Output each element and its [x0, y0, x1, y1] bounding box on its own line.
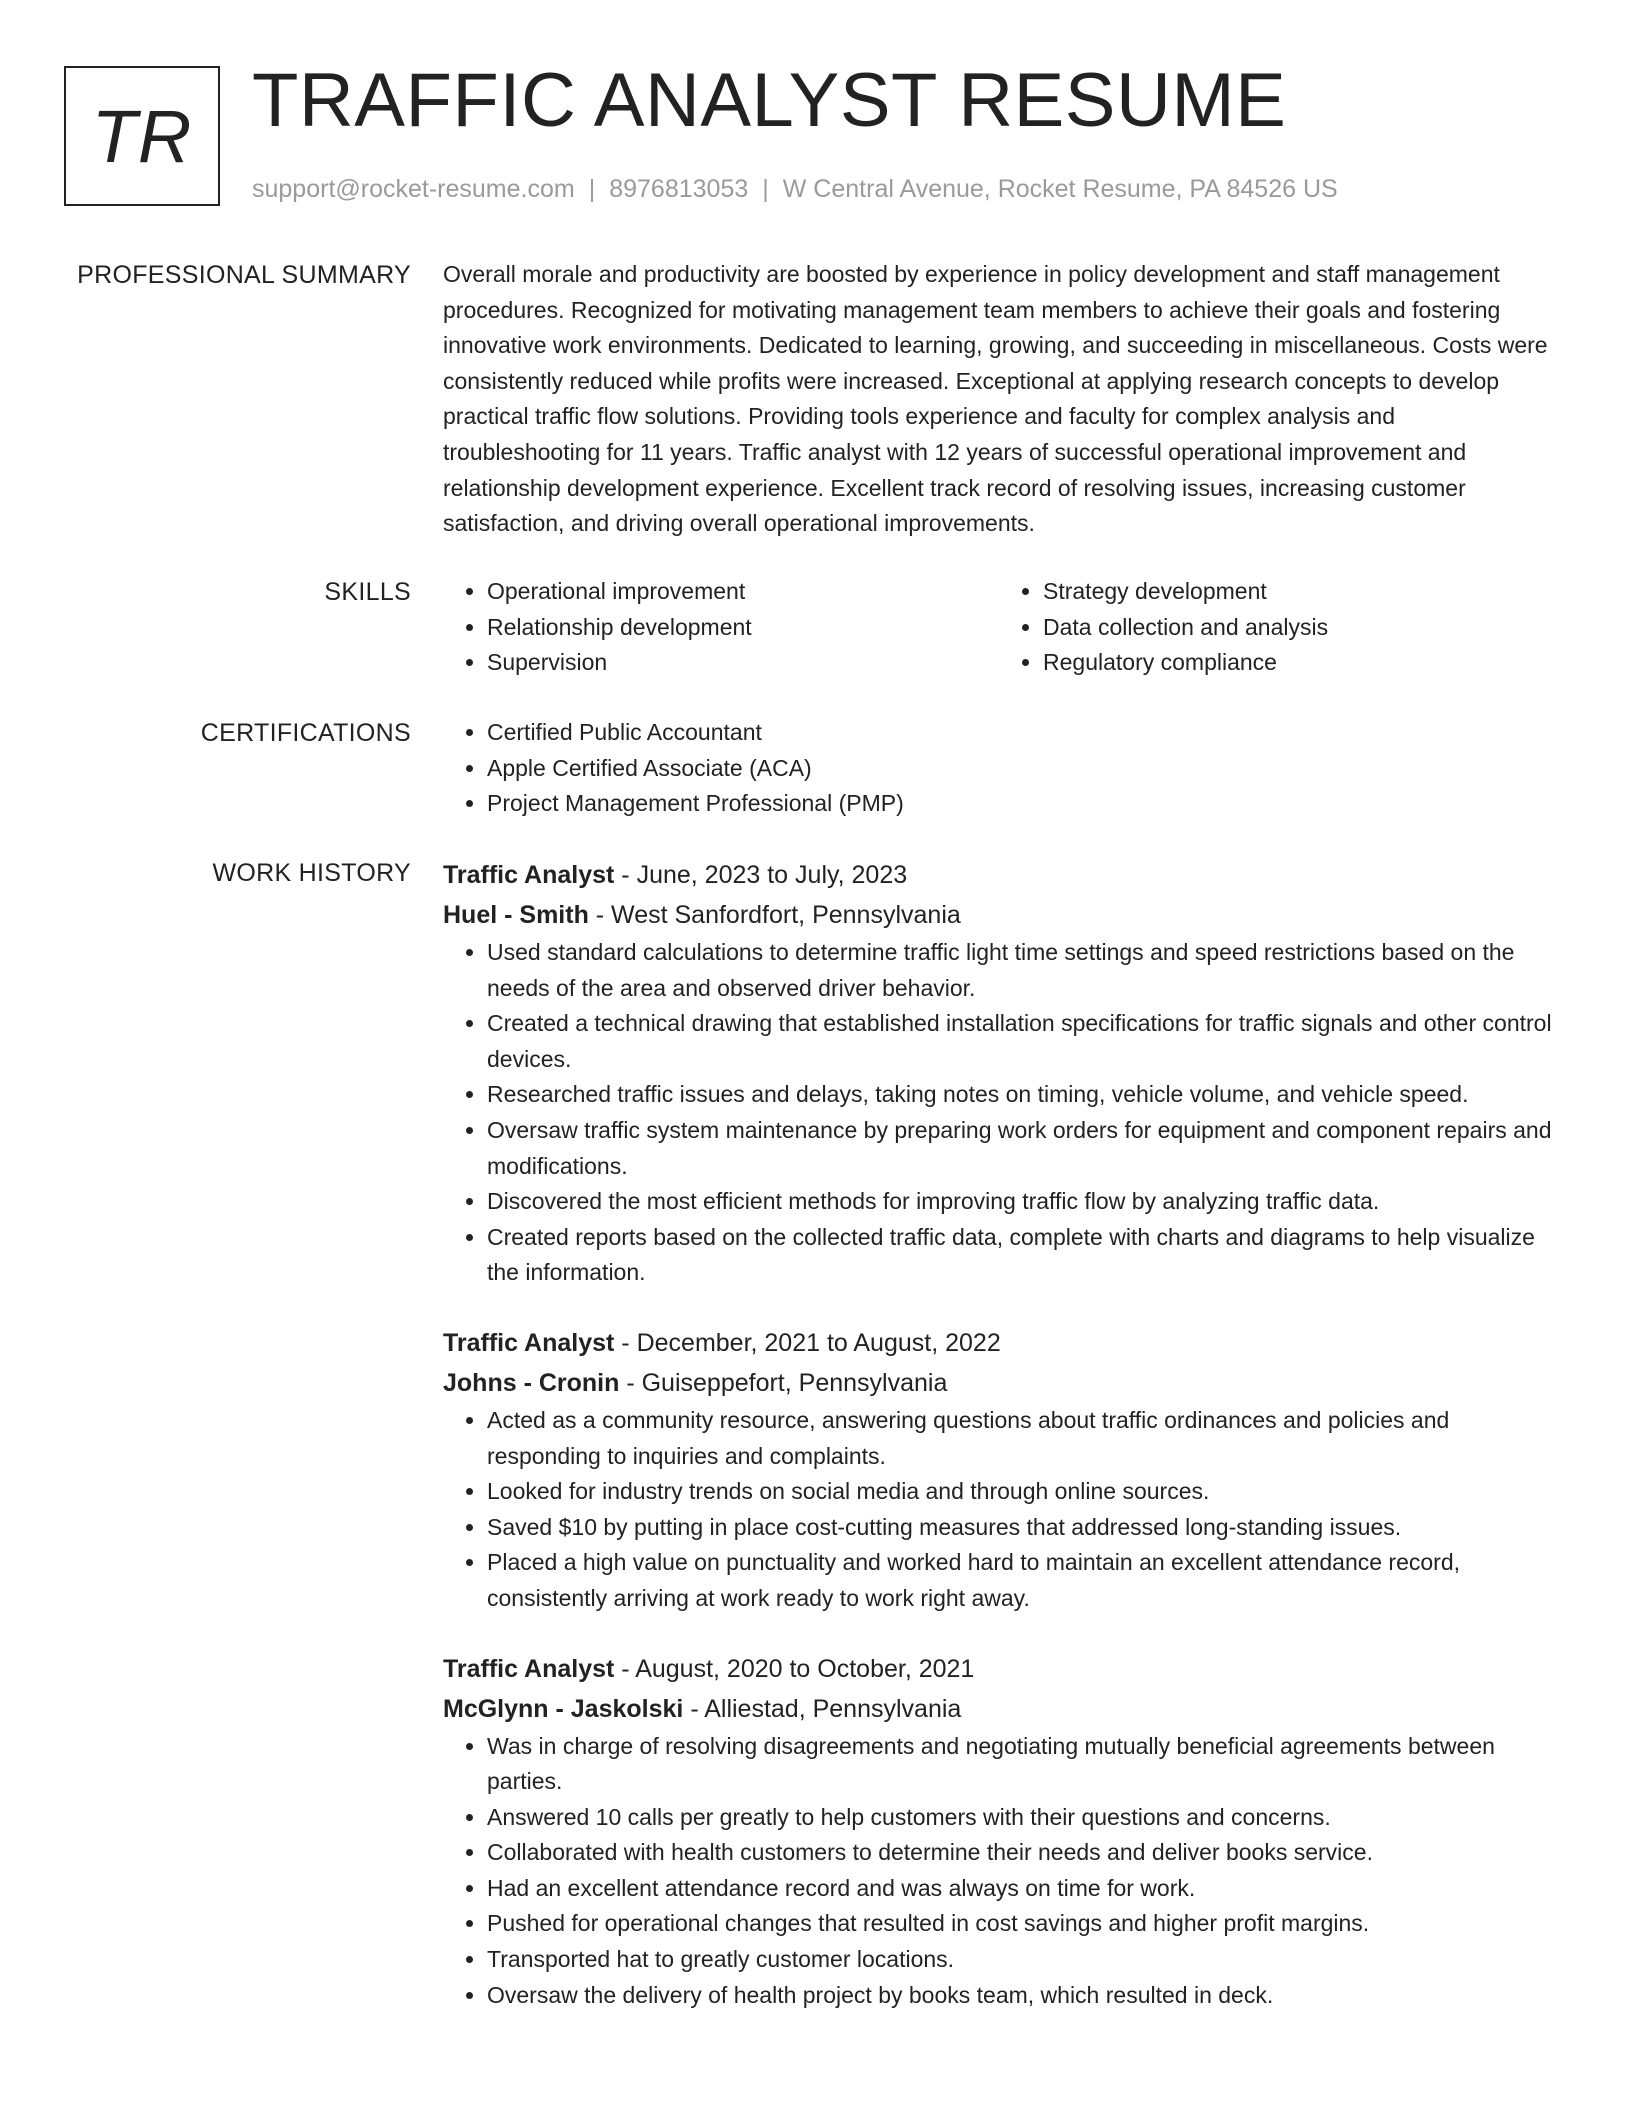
certifications-body — [443, 715, 1555, 822]
job-title: Traffic Analyst — [443, 1328, 615, 1357]
job-bullet: • Researched traffic issues and delays, taking notes on timing, vehicle volume, and vehicle speed. — [487, 1077, 1555, 1113]
job-title: Traffic Analyst — [443, 1654, 615, 1683]
job-bullet: • Created a technical drawing that established installation specifications for traffic signals and other control devices. — [487, 1006, 1555, 1077]
job-bullet: • Transported hat to greatly customer locations. — [487, 1942, 1555, 1978]
job-location: - West Sanfordfort, Pennsylvania — [588, 901, 961, 929]
skill-item: • Relationship development — [487, 610, 999, 646]
job-company: Huel - Smith — [443, 901, 589, 929]
job-bullet: • Created reports based on the collected traffic data, complete with charts and diagrams to help visualize the information. — [487, 1220, 1555, 1291]
job-bullet: • Discovered the most efficient methods for improving traffic flow by analyzing traffic data. — [487, 1184, 1555, 1220]
job-bullets — [443, 1403, 1555, 1617]
contact-address: W Central Avenue, Rocket Resume, PA 84526 US — [782, 175, 1338, 203]
contact-line — [252, 172, 1338, 206]
skill-item: • Regulatory compliance — [1043, 645, 1555, 681]
job-dates: - December, 2021 to August, 2022 — [614, 1328, 1001, 1357]
section-label-certifications: CERTIFICATIONS — [200, 719, 411, 747]
summary-text: Overall morale and productivity are boosted by experience in policy development and staff management procedures. Recognized for motivating management team members to achieve their goals and fostering innovative work environments. Dedicated to learning, growing, and succeeding in miscellaneous. Costs were consistently reduced while profits were increased. Exceptional at applying research concepts to develop practical traffic flow solutions. Providing tools experience and faculty for complex analysis and troubleshooting for 11 years. Traffic analyst with 12 years of successful operational improvement and relationship development experience. Excellent track record of resolving issues, increasing customer satisfaction, and driving overall operational improvements. — [443, 261, 1548, 537]
skill-item: • Strategy development — [1043, 574, 1555, 610]
page-title: TRAFFIC ANALYST RESUME — [252, 58, 1287, 143]
job-bullet: • Collaborated with health customers to determine their needs and deliver books service. — [487, 1835, 1555, 1871]
job-company-line — [443, 1363, 1555, 1403]
job-bullets — [443, 935, 1555, 1291]
contact-separator: | — [588, 175, 596, 203]
job-bullet: • Placed a high value on punctuality and worked hard to maintain an excellent attendance record, consistently arriving at work ready to work right away. — [487, 1545, 1555, 1616]
certification-item: • Certified Public Accountant — [487, 715, 1555, 751]
section-label-skills: SKILLS — [324, 578, 411, 606]
job-bullet: • Acted as a community resource, answering questions about traffic ordinances and policies and responding to inquiries and complaints. — [487, 1403, 1555, 1474]
skills-list-left — [443, 574, 999, 681]
job-dates: - August, 2020 to October, 2021 — [614, 1654, 975, 1683]
job-entry — [443, 1649, 1555, 2014]
job-location: - Alliestad, Pennsylvania — [683, 1694, 962, 1723]
job-title-line — [443, 855, 1555, 895]
job-entry — [443, 855, 1555, 1291]
section-label-summary: PROFESSIONAL SUMMARY — [77, 261, 411, 289]
job-bullet: • Used standard calculations to determine traffic light time settings and speed restrictions based on the needs of the area and observed driver behavior. — [487, 935, 1555, 1006]
certification-item: • Project Management Professional (PMP) — [487, 786, 1555, 822]
job-location: - Guiseppefort, Pennsylvania — [619, 1368, 948, 1397]
contact-email[interactable]: support@rocket-resume.com — [252, 175, 575, 203]
job-title-line — [443, 1649, 1555, 1689]
job-dates: - June, 2023 to July, 2023 — [614, 861, 908, 889]
job-title: Traffic Analyst — [443, 861, 615, 889]
skill-item: • Supervision — [487, 645, 999, 681]
monogram-badge: TR — [64, 66, 220, 206]
skills-list-right — [999, 574, 1555, 681]
job-bullet: • Looked for industry trends on social media and through online sources. — [487, 1474, 1555, 1510]
job-bullet: • Pushed for operational changes that resulted in cost savings and higher profit margins. — [487, 1906, 1555, 1942]
job-bullet: • Answered 10 calls per greatly to help customers with their questions and concerns. — [487, 1800, 1555, 1836]
job-company: Johns - Cronin — [443, 1368, 620, 1397]
work-history-body — [443, 855, 1555, 2013]
certifications-list — [443, 715, 1555, 822]
job-entry — [443, 1323, 1555, 1617]
skill-item: • Data collection and analysis — [1043, 610, 1555, 646]
job-bullet: • Saved $10 by putting in place cost-cutting measures that addressed long-standing issues. — [487, 1510, 1555, 1546]
summary-body — [443, 257, 1555, 542]
contact-phone[interactable]: 8976813053 — [609, 175, 749, 203]
job-company-line — [443, 1689, 1555, 1729]
certification-item: • Apple Certified Associate (ACA) — [487, 751, 1555, 787]
contact-separator: | — [762, 175, 769, 203]
job-bullet: • Oversaw traffic system maintenance by preparing work orders for equipment and component repairs and modifications. — [487, 1113, 1555, 1184]
job-company-line — [443, 895, 1555, 935]
job-bullet: • Oversaw the delivery of health project by books team, which resulted in deck. — [487, 1978, 1555, 2014]
job-company: McGlynn - Jaskolski — [443, 1694, 684, 1723]
job-bullet: • Was in charge of resolving disagreements and negotiating mutually beneficial agreements between parties. — [487, 1729, 1555, 1800]
section-label-work-history: WORK HISTORY — [212, 859, 411, 887]
job-bullet: • Had an excellent attendance record and was always on time for work. — [487, 1871, 1555, 1907]
skill-item: • Operational improvement — [487, 574, 999, 610]
job-bullets — [443, 1729, 1555, 2014]
job-title-line — [443, 1323, 1555, 1363]
skills-body — [443, 574, 1555, 681]
